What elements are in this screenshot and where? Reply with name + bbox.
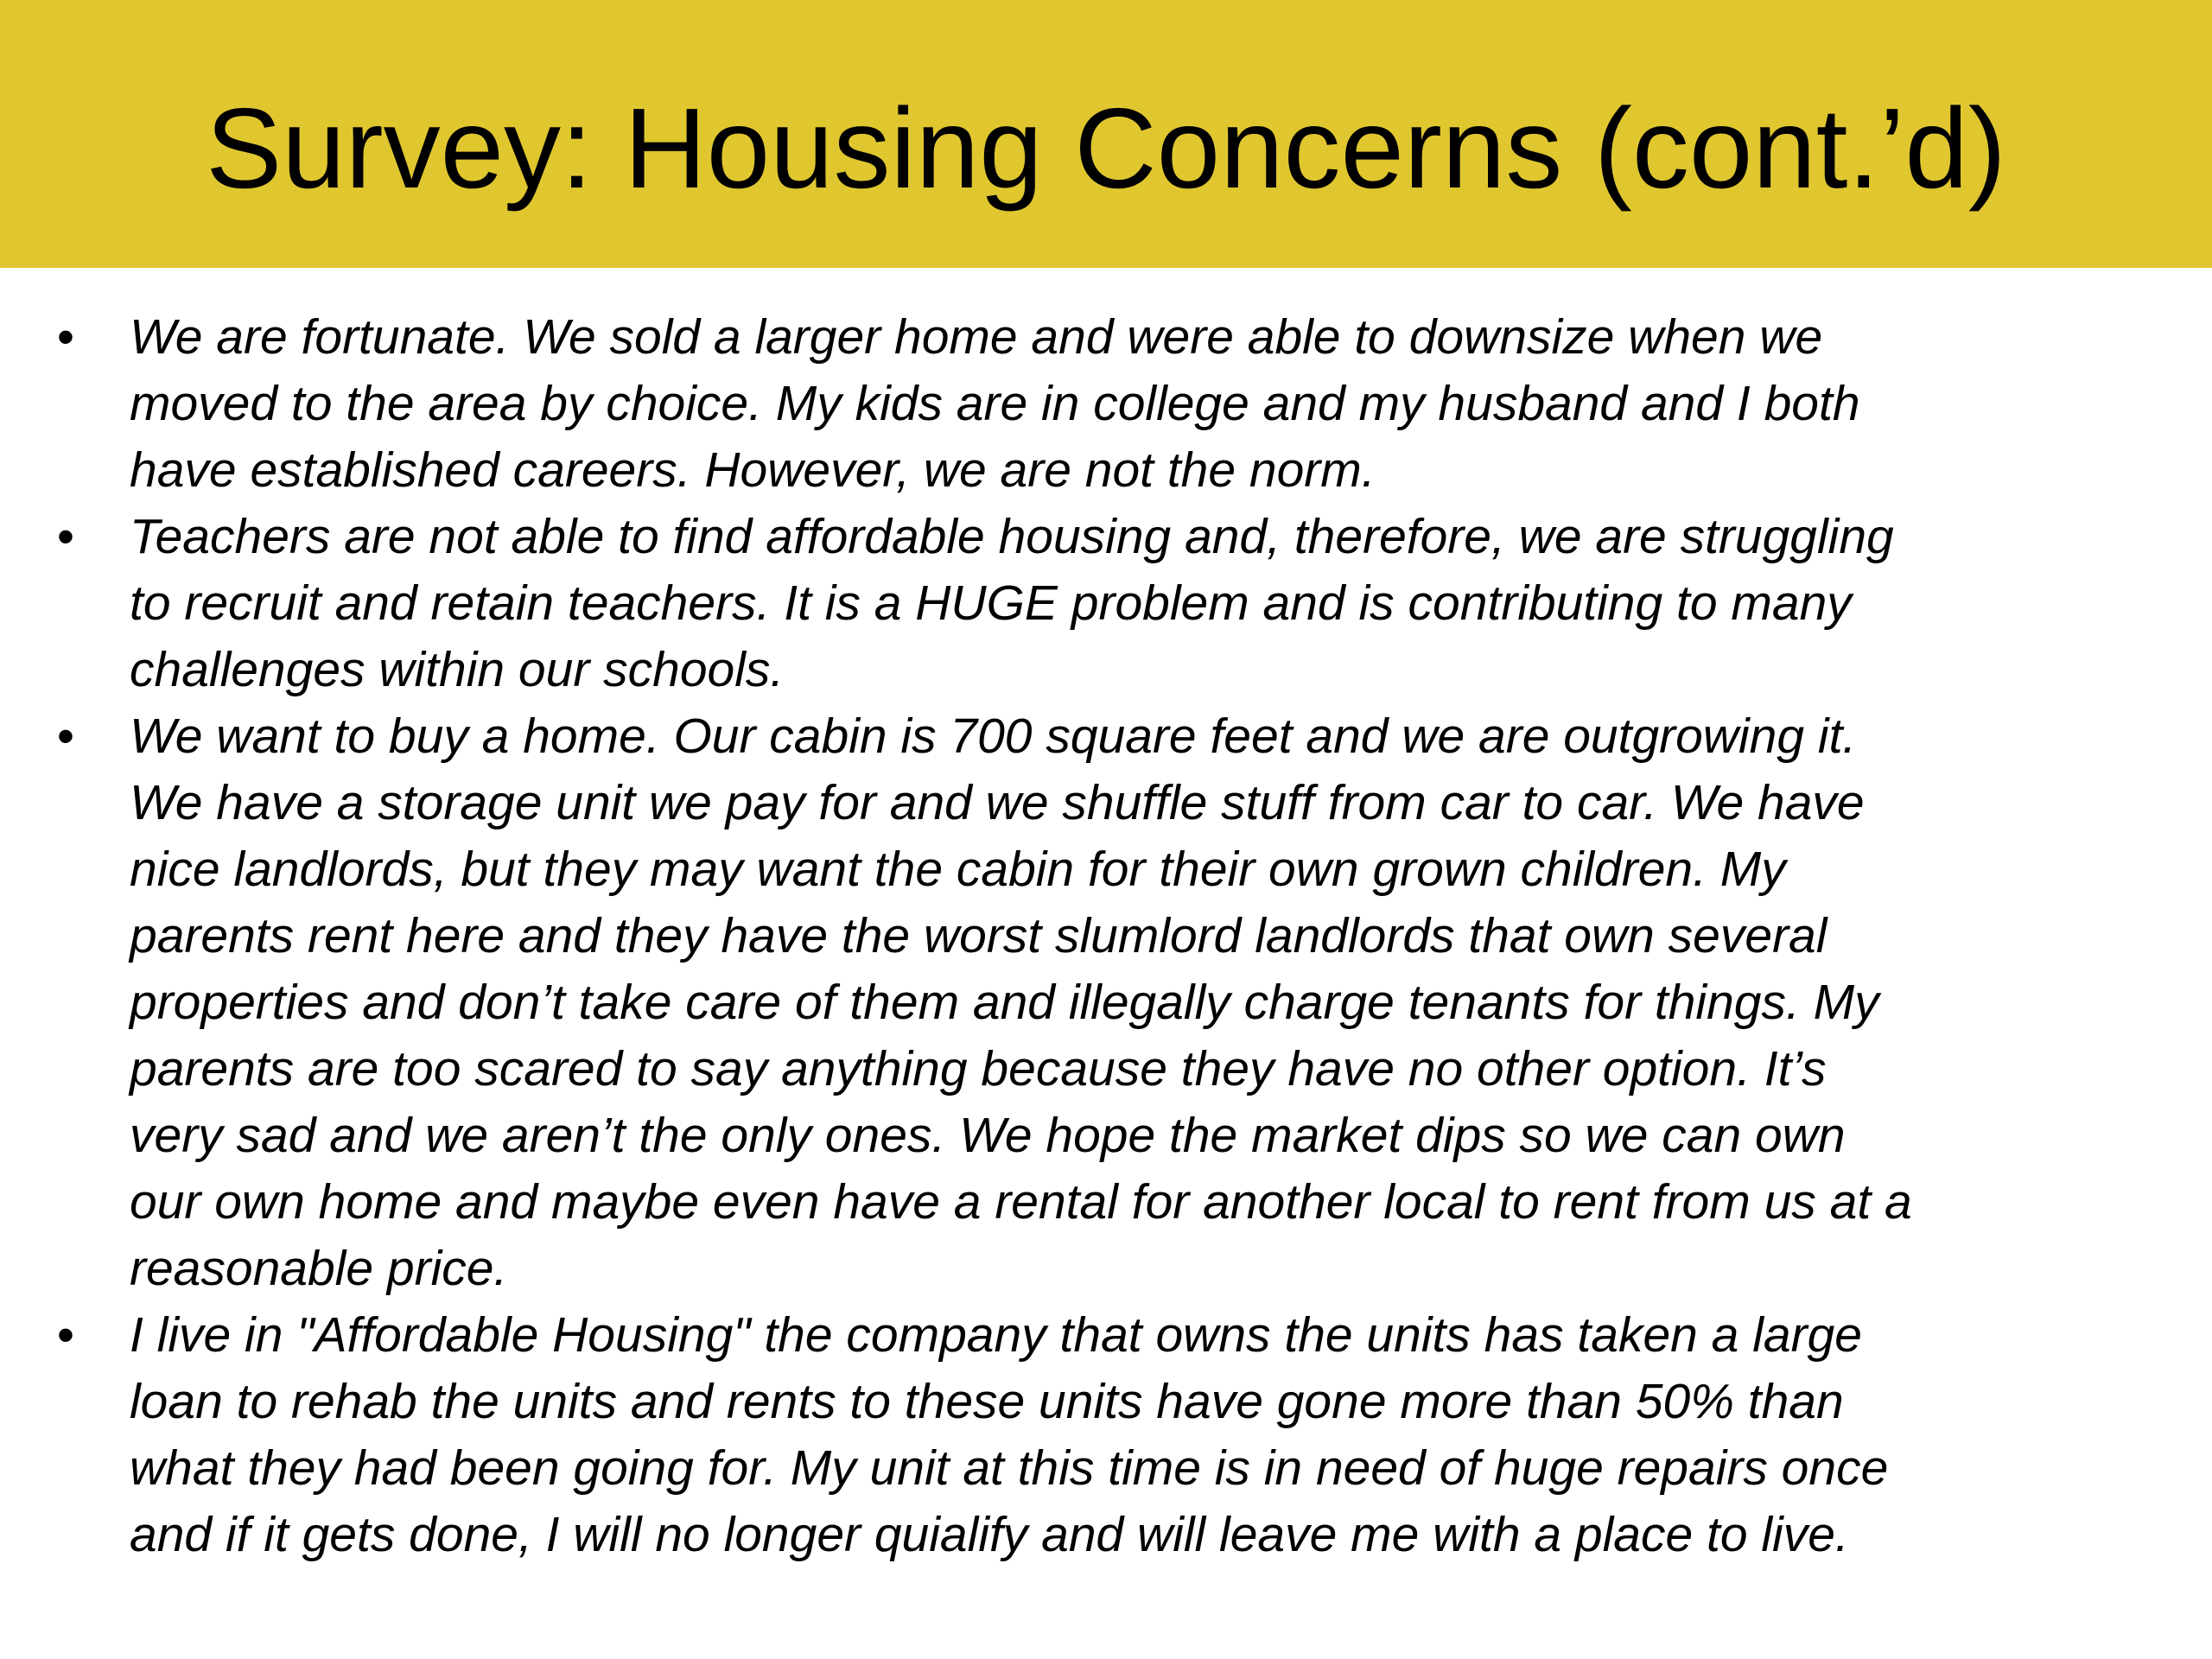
bullet-line: have established careers. However, we are not the norm. — [130, 442, 1376, 498]
bullet-line: reasonable price. — [130, 1241, 508, 1296]
bullet-dot-icon: • — [57, 309, 74, 365]
bullet-line: I live in "Affordable Housing" the company that owns the units has taken a large — [130, 1307, 1862, 1363]
bullet-item — [52, 1302, 2152, 1568]
bullet-line: our own home and maybe even have a rental for another local to rent from us at a — [130, 1174, 1912, 1230]
bullet-line: nice landlords, but they may want the cabin for their own grown children. My — [130, 842, 1786, 897]
bullet-line: parents rent here and they have the worst slumlord landlords that own several — [130, 908, 1827, 963]
bullet-line: loan to rehab the units and rents to these units have gone more than 50% than — [130, 1374, 1844, 1429]
bullet-line: to recruit and retain teachers. It is a HUGE problem and is contributing to many — [130, 575, 1852, 631]
bullet-line: challenges within our schools. — [130, 642, 785, 697]
bullet-line: Teachers are not able to find affordable housing and, therefore, we are struggling — [130, 509, 1894, 564]
slide-title: Survey: Housing Concerns (cont.’d) — [206, 85, 2006, 212]
bullet-line: very sad and we aren’t the only ones. We hope the market dips so we can own — [130, 1108, 1846, 1163]
bullet-line: and if it gets done, I will no longer quialify and will leave me with a place to live. — [130, 1507, 1849, 1562]
bullet-item — [52, 304, 2152, 504]
bullet-dot-icon: • — [57, 709, 74, 764]
bullet-line: what they had been going for. My unit at this time is in need of huge repairs once — [130, 1440, 1889, 1496]
bullet-line: We want to buy a home. Our cabin is 700 square feet and we are outgrowing it. — [130, 709, 1857, 764]
bullet-line: We have a storage unit we pay for and we shuffle stuff from car to car. We have — [130, 775, 1865, 830]
bullet-line: parents are too scared to say anything because they have no other option. It’s — [130, 1041, 1827, 1096]
bullet-line: properties and don’t take care of them and illegally charge tenants for things. My — [130, 975, 1879, 1030]
bullet-dot-icon: • — [57, 1307, 74, 1363]
bullet-line: We are fortunate. We sold a larger home and were able to downsize when we — [130, 309, 1823, 365]
bullet-line: moved to the area by choice. My kids are in college and my husband and I both — [130, 376, 1860, 431]
title-bar — [0, 0, 2212, 268]
bullet-dot-icon: • — [57, 509, 74, 564]
bullet-item — [52, 703, 2152, 1302]
bullet-item — [52, 504, 2152, 703]
bullet-list — [52, 304, 2152, 1568]
